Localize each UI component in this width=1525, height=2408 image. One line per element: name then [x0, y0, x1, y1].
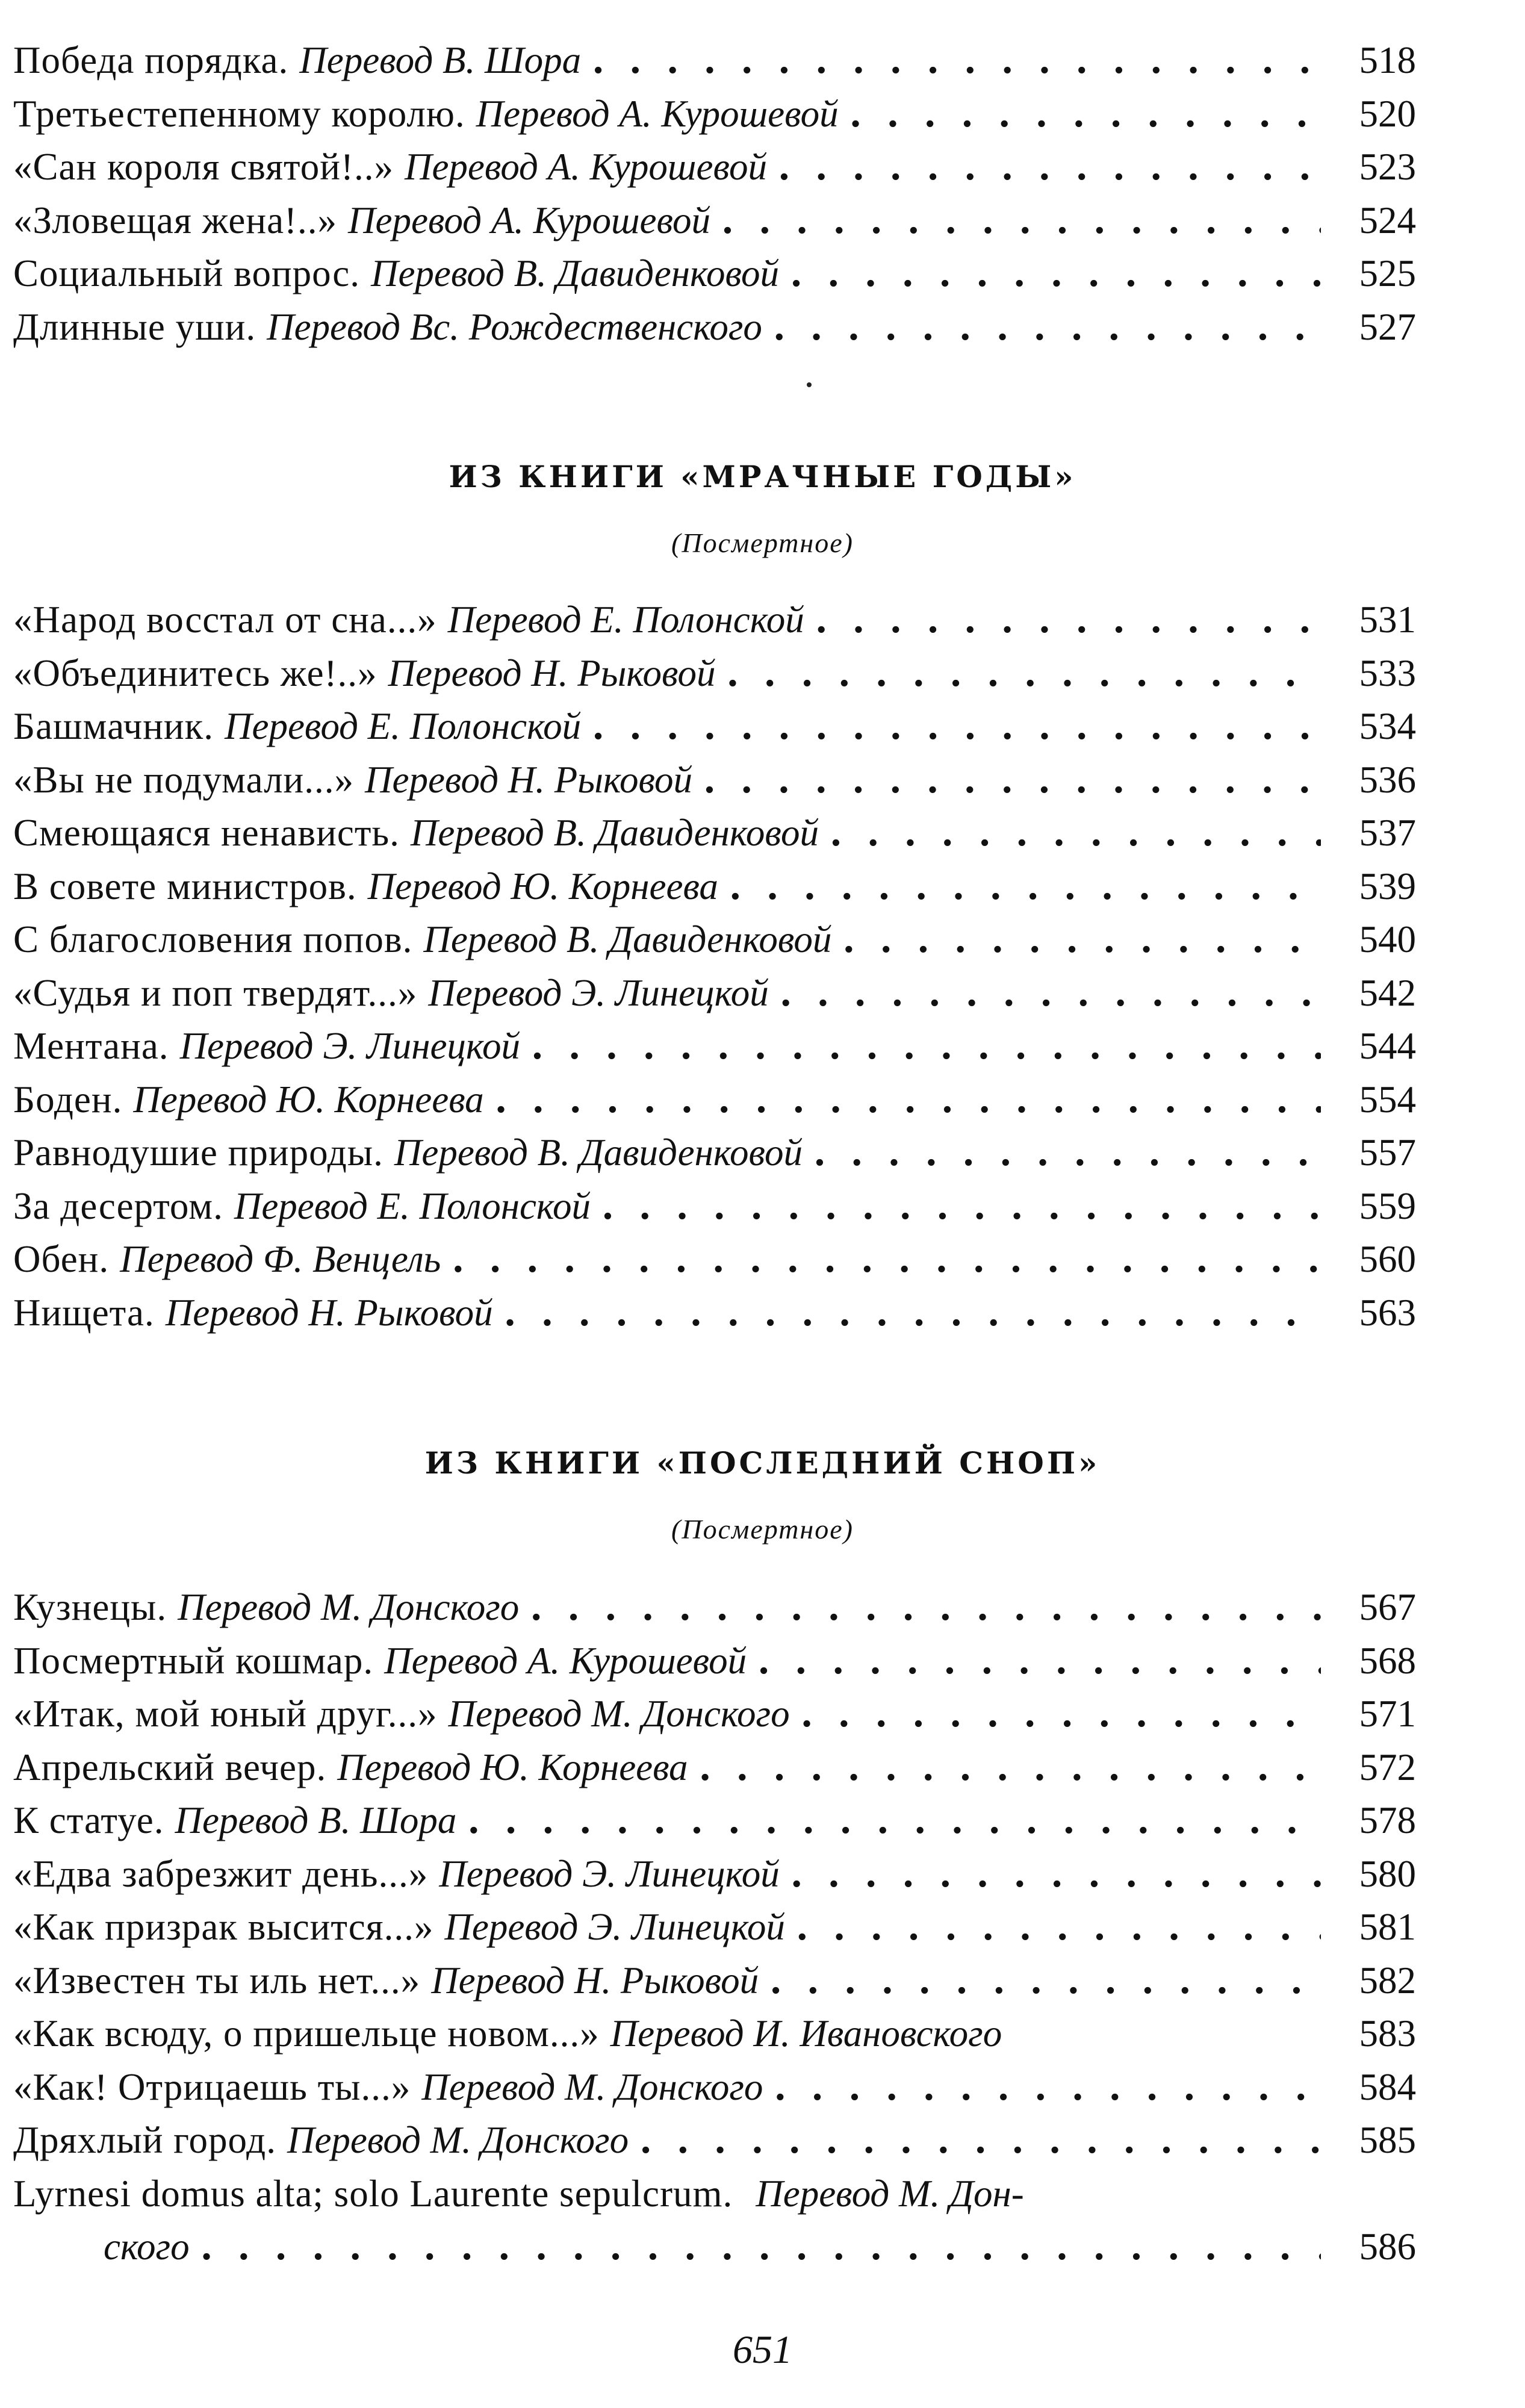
- entry-translator: Перевод Н. Рыковой: [431, 1959, 759, 2002]
- toc-entry: [13, 1286, 1416, 1340]
- toc-entry: [13, 2061, 1416, 2114]
- dot-leader: [504, 1287, 1321, 1340]
- dot-leader: [467, 1794, 1321, 1848]
- entry-translator: Перевод В. Давиденковой: [410, 812, 819, 854]
- entry-page: 525: [1359, 252, 1416, 294]
- dot-leader: [815, 594, 1321, 647]
- dot-leader: [801, 1688, 1321, 1741]
- dot-leader: [813, 1127, 1321, 1180]
- entry-translator: Перевод Н. Рыковой: [388, 652, 716, 694]
- toc-entry: [13, 1900, 1416, 1954]
- toc-entry: [13, 1126, 1416, 1180]
- dot-leader: [601, 1180, 1321, 1234]
- entry-page: 533: [1359, 652, 1416, 694]
- dot-leader: [842, 913, 1321, 967]
- toc-entry: [13, 1794, 1416, 1847]
- page-number: 651: [733, 2328, 792, 2372]
- toc-entry: [13, 1180, 1416, 1233]
- toc-entry: [13, 1687, 1416, 1741]
- entry-translator: Перевод Е. Полонской: [234, 1184, 591, 1227]
- entry-page: 531: [1359, 599, 1416, 641]
- entry-translator: Перевод Е. Полонской: [447, 599, 804, 641]
- entry-translator: Перевод В. Давиденковой: [423, 918, 832, 960]
- entry-translator: Перевод М. Донского: [448, 1693, 790, 1735]
- entry-translator: Перевод М. Донского: [178, 1586, 520, 1628]
- entry-title: «Объединитесь же!..»: [13, 652, 377, 694]
- entry-page: 583: [1359, 2012, 1416, 2055]
- dot-leader: [774, 2061, 1321, 2115]
- entry-title: Равнодушие природы.: [13, 1131, 384, 1174]
- section-subtitle: (Посмертное): [671, 1514, 854, 1545]
- entry-title: К статуе.: [13, 1799, 164, 1841]
- entry-page: 539: [1359, 865, 1416, 907]
- entry-title: «Как всюду, о пришельце новом...»: [13, 2012, 600, 2055]
- entry-title: «Вы не подумали...»: [13, 758, 355, 801]
- entry-page: 560: [1359, 1238, 1416, 1280]
- entry-translator: Перевод В. Давиденковой: [394, 1131, 803, 1174]
- toc-entry: [13, 140, 1416, 194]
- entry-translator: Перевод Ю. Корнеева: [367, 865, 718, 907]
- toc-entry: [13, 806, 1416, 860]
- dot-leader: [592, 700, 1321, 754]
- toc-list-posledniy-snop: [13, 1581, 1416, 2274]
- toc-list-mrachnye-gody: [13, 593, 1416, 1339]
- entry-page: 584: [1359, 2065, 1416, 2108]
- dot-leader: [778, 141, 1321, 194]
- entry-page: 582: [1359, 1959, 1416, 2002]
- entry-title: «Итак, мой юный друг...»: [13, 1693, 438, 1735]
- toc-entry: [13, 247, 1416, 300]
- entry-translator: Перевод А. Курошевой: [348, 199, 711, 241]
- entry-page: 542: [1359, 971, 1416, 1014]
- toc-entry: [13, 194, 1416, 247]
- entry-page: 534: [1359, 705, 1416, 747]
- entry-title: «Как! Отрицаешь ты...»: [13, 2065, 411, 2108]
- entry-title: Третьестепенному королю.: [13, 92, 465, 135]
- entry-translator: Перевод А. Курошевой: [384, 1639, 747, 1682]
- entry-title: «Зловещая жена!..»: [13, 199, 338, 241]
- entry-translator: Перевод Э. Линецкой: [444, 1906, 785, 1948]
- entry-page: 520: [1359, 92, 1416, 135]
- entry-page: 536: [1359, 758, 1416, 801]
- entry-translator: Перевод В. Шора: [175, 1799, 457, 1841]
- entry-translator: Перевод А. Курошевой: [476, 92, 839, 135]
- dot-leader: [703, 754, 1321, 807]
- toc-entry: [13, 34, 1416, 87]
- toc-entry: [13, 1581, 1416, 1634]
- entry-title: Башмачник.: [13, 705, 214, 747]
- entry-page: 585: [1359, 2119, 1416, 2161]
- dot-leader: [699, 1741, 1321, 1795]
- entry-page: 554: [1359, 1078, 1416, 1121]
- toc-entry: [13, 1019, 1416, 1073]
- entry-title: Победа порядка.: [13, 39, 289, 81]
- entry-title: Социальный вопрос.: [13, 252, 360, 294]
- dot-leader: [790, 247, 1321, 301]
- entry-page: 527: [1359, 305, 1416, 348]
- toc-entry: [13, 1847, 1416, 1901]
- entry-title: «Едва забрезжит день...»: [13, 1852, 429, 1895]
- entry-page: 544: [1359, 1025, 1416, 1067]
- toc-entry: [13, 1954, 1416, 2008]
- entry-title: Дряхлый город.: [13, 2119, 276, 2161]
- toc-entry: [13, 700, 1416, 753]
- dot-leader: [790, 1848, 1321, 1902]
- toc-entry: [13, 860, 1416, 913]
- toc-entry-line-1: [13, 2167, 1416, 2221]
- entry-page: 586: [1359, 2226, 1416, 2268]
- dot-leader: [721, 194, 1321, 248]
- entry-page: 567: [1359, 1586, 1416, 1628]
- entry-translator: Перевод Вс. Рождественского: [267, 305, 762, 348]
- toc-entry: [13, 2114, 1416, 2167]
- dot-leader: [592, 34, 1321, 88]
- dot-leader: [729, 860, 1321, 914]
- dot-leader: [639, 2114, 1321, 2168]
- entry-title: Длинные уши.: [13, 305, 256, 348]
- toc-entry: [13, 753, 1416, 807]
- entry-translator: Перевод В. Давиденковой: [370, 252, 780, 294]
- entry-translator: Перевод Ю. Корнеева: [337, 1746, 688, 1788]
- toc-entry: [13, 1634, 1416, 1688]
- toc-entry-line-2: [13, 2220, 1416, 2274]
- entry-page: 537: [1359, 812, 1416, 854]
- dot-leader: [780, 967, 1321, 1021]
- entry-translator: Перевод Н. Рыковой: [365, 758, 692, 801]
- entry-page: 572: [1359, 1746, 1416, 1788]
- section-heading: ИЗ КНИГИ «МРАЧНЫЕ ГОДЫ»: [449, 459, 1076, 494]
- toc-entry: [13, 593, 1416, 647]
- entry-title: Кузнецы.: [13, 1586, 167, 1628]
- toc-entry: [13, 966, 1416, 1020]
- dot-leader: [452, 1233, 1321, 1287]
- toc-entry: [13, 1233, 1416, 1286]
- entry-page: 578: [1359, 1799, 1416, 1841]
- toc-entry: [13, 913, 1416, 966]
- dot-leader: [757, 1635, 1321, 1688]
- entry-title: «Как призрак высится...»: [13, 1906, 434, 1948]
- entry-translator: Перевод Е. Полонской: [225, 705, 582, 747]
- section-subtitle: (Посмертное): [671, 527, 854, 558]
- entry-page: 523: [1359, 146, 1416, 188]
- entry-translator: Перевод М. Дон-: [756, 2172, 1024, 2215]
- entry-title: Апрельский вечер.: [13, 1746, 327, 1788]
- entry-translator: Перевод М. Донского: [287, 2119, 629, 2161]
- toc-entry: [13, 1073, 1416, 1127]
- entry-title: «Сан короля святой!..»: [13, 146, 394, 188]
- entry-page: 540: [1359, 918, 1416, 960]
- entry-title: «Судья и поп твердят...»: [13, 971, 418, 1014]
- entry-title: «Народ восстал от сна...»: [13, 599, 437, 641]
- entry-translator: Перевод Ю. Корнеева: [133, 1078, 484, 1121]
- entry-title: «Известен ты иль нет...»: [13, 1959, 421, 2002]
- entry-title: С благословения попов.: [13, 918, 413, 960]
- entry-translator: Перевод Э. Линецкой: [428, 971, 769, 1014]
- entry-title: В совете министров.: [13, 865, 357, 907]
- dot-leader: [769, 1955, 1321, 2008]
- section-heading: ИЗ КНИГИ «ПОСЛЕДНИЙ СНОП»: [424, 1445, 1101, 1481]
- entry-page: 580: [1359, 1852, 1416, 1895]
- entry-title: Ментана.: [13, 1025, 169, 1067]
- entry-title: Смеющаяся ненависть.: [13, 812, 400, 854]
- entry-page: 518: [1359, 39, 1416, 81]
- toc-entry: [13, 87, 1416, 141]
- entry-translator: Перевод И. Ивановского: [610, 2012, 1002, 2055]
- entry-translator: Перевод Э. Линецкой: [179, 1025, 520, 1067]
- entry-page: 559: [1359, 1184, 1416, 1227]
- dot-leader: [773, 301, 1321, 355]
- entry-page: 557: [1359, 1131, 1416, 1174]
- entry-page: 563: [1359, 1291, 1416, 1334]
- dot-leader: [830, 807, 1321, 860]
- entry-translator: Перевод В. Шора: [299, 39, 582, 81]
- toc-entry: [13, 647, 1416, 700]
- dot-leader: [530, 1581, 1321, 1635]
- entry-title: За десертом.: [13, 1184, 223, 1227]
- entry-title: Нищета.: [13, 1291, 155, 1334]
- entry-translator-continued: ского: [104, 2226, 190, 2268]
- entry-title: Обен.: [13, 1238, 110, 1280]
- toc-entry: [13, 2007, 1416, 2061]
- toc-list-continued: [13, 34, 1416, 353]
- dot-leader: [200, 2221, 1321, 2274]
- entry-page: 568: [1359, 1639, 1416, 1682]
- dot-leader: [727, 647, 1321, 701]
- dot-leader: [531, 1020, 1321, 1074]
- toc-entry: [13, 1741, 1416, 1794]
- entry-translator: Перевод М. Донского: [421, 2065, 763, 2108]
- entry-title: Боден.: [13, 1078, 123, 1121]
- entry-page: 524: [1359, 199, 1416, 241]
- entry-title: Lyrnesi domus alta; solo Laurente sepulcrum.: [13, 2172, 733, 2215]
- entry-title: Посмертный кошмар.: [13, 1639, 374, 1682]
- entry-translator: Перевод Э. Линецкой: [439, 1852, 780, 1895]
- entry-translator: Перевод Н. Рыковой: [165, 1291, 493, 1334]
- entry-page: 571: [1359, 1693, 1416, 1735]
- entry-translator: Перевод А. Курошевой: [404, 146, 767, 188]
- dot-leader: [796, 1901, 1321, 1955]
- toc-entry: [13, 300, 1416, 354]
- entry-translator: Перевод Ф. Венцель: [120, 1238, 441, 1280]
- entry-page: 581: [1359, 1906, 1416, 1948]
- stray-dot: [807, 382, 812, 387]
- dot-leader: [849, 88, 1321, 142]
- dot-leader: [495, 1074, 1321, 1127]
